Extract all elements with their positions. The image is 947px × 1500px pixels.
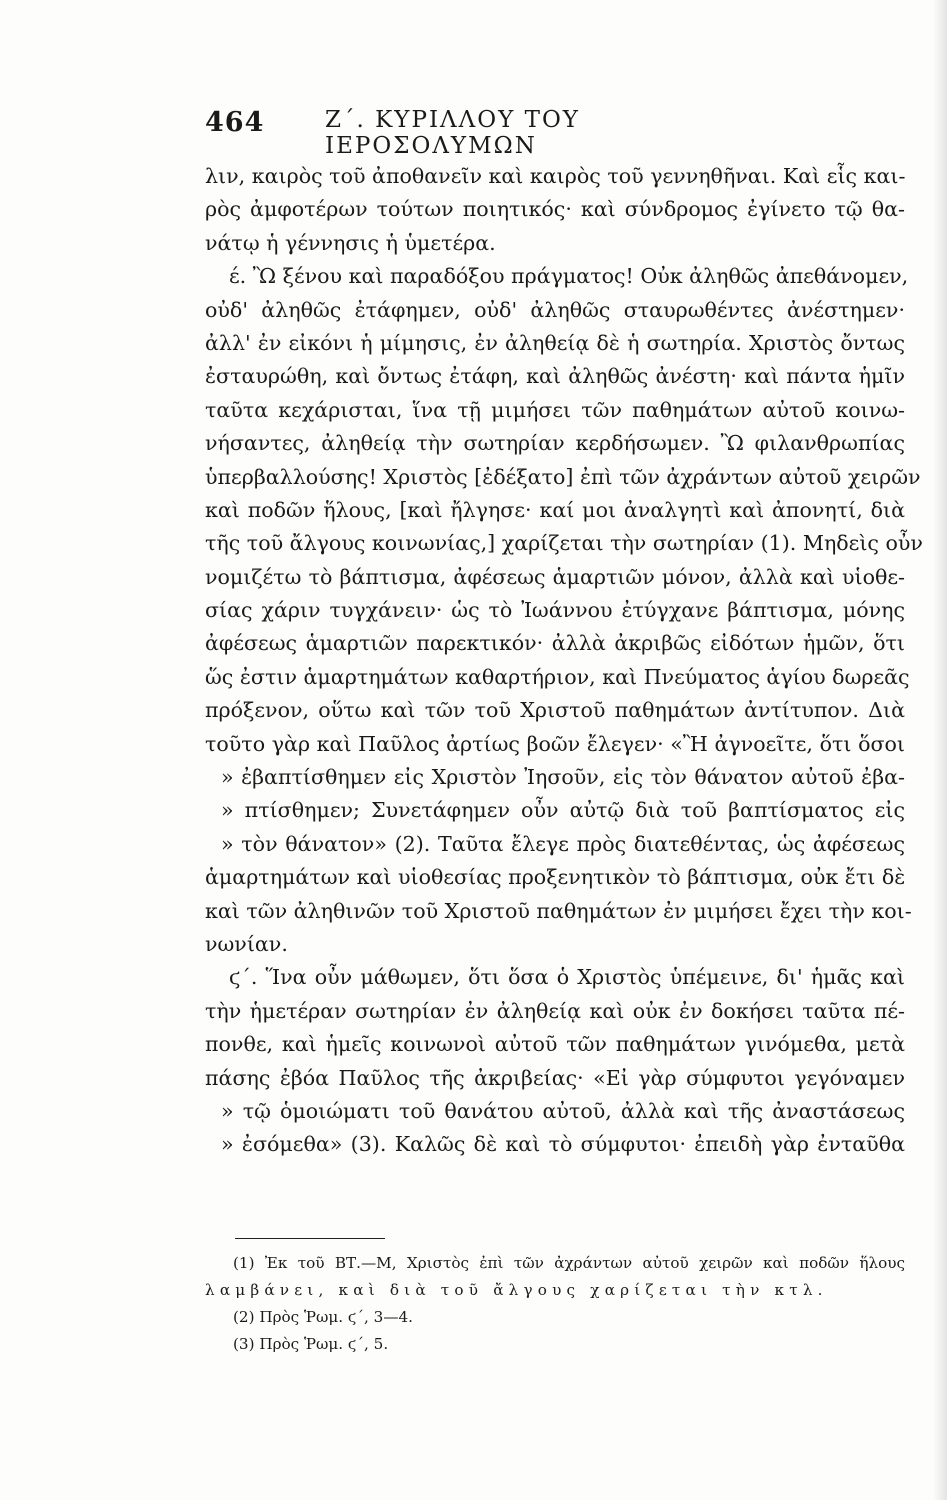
text-line: ρὸς ἀμφοτέρων τούτων ποιητικός· καὶ σύνδρομος ἐγίνετο τῷ θα- [205,197,905,222]
text-line: ϛ΄. Ἵνα οὖν μάθωμεν, ὅτι ὅσα ὁ Χριστὸς ὑπέμεινε, δι' ἡμᾶς καὶ [229,965,905,990]
text-line: » πτίσθημεν; Συνετάφημεν οὖν αὐτῷ διὰ τοῦ βαπτίσματος εἰς [221,798,905,823]
text-line: ἀλλ' ἐν εἰκόνι ἡ μίμησις, ἐν ἀληθείᾳ δὲ ἡ σωτηρία. Χριστὸς ὄντως [205,330,905,355]
text-line: ἀφέσεως ἁμαρτιῶν παρεκτικόν· ἀλλὰ ἀκριβῶς εἰδότων ἡμῶν, ὅτι [205,631,905,656]
footnotes [205,1250,905,1358]
text-line: νήσαντες, ἀληθείᾳ τὴν σωτηρίαν κερδήσωμεν. Ὢ φιλανθρωπίας [205,431,905,456]
text-line: νομιζέτω τὸ βάπτισμα, ἀφέσεως ἁμαρτιῶν μόνον, ἀλλὰ καὶ υἱοθε- [205,564,905,589]
text-line: νάτῳ ἡ γέννησις ἡ ὑμετέρα. [205,230,496,255]
page-edge-shadow [933,0,947,1500]
text-line: ὥς ἐστιν ἁμαρτημάτων καθαρτήριον, καὶ Πνεύματος ἁγίου δωρεᾶς [205,664,910,689]
footnote-line: (3) Πρὸς Ῥωμ. ϛ΄, 5. [233,1335,389,1353]
text-line: πάσης ἐβόα Παῦλος τῆς ἀκριβείας· «Εἰ γὰρ σύμφυτοι γεγόναμεν [205,1065,905,1090]
text-line: » ἐβαπτίσθημεν εἰς Χριστὸν Ἰησοῦν, εἰς τὸν θάνατον αὐτοῦ ἐβα- [221,765,905,790]
text-line: σίας χάριν τυγχάνειν· ὡς τὸ Ἰωάννου ἐτύγχανε βάπτισμα, μόνης [205,598,905,623]
text-line: πονθε, καὶ ἡμεῖς κοινωνοὶ αὐτοῦ τῶν παθημάτων γινόμεθα, μετὰ [205,1032,905,1057]
page-number: 464 [205,107,265,138]
footnote-line: (2) Πρὸς Ῥωμ. ϛ΄, 3—4. [233,1308,413,1326]
page-header [205,101,750,159]
text-line: νωνίαν. [205,931,288,956]
footnote-line: (1) Ἐκ τοῦ ΒΤ.—Μ, Χριστὸς ἐπὶ τῶν ἀχράντων αὐτοῦ χειρῶν καὶ ποδῶν ἥλους [233,1254,905,1272]
text-line: έ. Ὢ ξένου καὶ παραδόξου πράγματος! Οὐκ ἀληθῶς ἀπεθάνομεν, [229,264,909,289]
text-line: οὐδ' ἀληθῶς ἐτάφημεν, οὐδ' ἀληθῶς σταυρωθέντες ἀνέστημεν· [205,297,905,322]
text-line: λιν, καιρὸς τοῦ ἀποθανεῖν καὶ καιρὸς τοῦ γεννηθῆναι. Καὶ εἷς και- [205,164,906,188]
text-line: πρόξενον, οὕτω καὶ τῶν τοῦ Χριστοῦ παθημάτων ἀντίτυπον. Διὰ [205,698,905,723]
footnote-line: λαμβάνει, καὶ διὰ τοῦ ἄλγους χαρίζεται τὴν κτλ. [205,1281,828,1299]
text-line: τοῦτο γὰρ καὶ Παῦλος ἀρτίως βοῶν ἔλεγεν· «Ἢ ἀγνοεῖτε, ὅτι ὅσοι [205,731,905,756]
text-line: » τὸν θάνατον» (2). Ταῦτα ἔλεγε πρὸς διατεθέντας, ὡς ἀφέσεως [221,831,905,856]
text-line: καὶ τῶν ἀληθινῶν τοῦ Χριστοῦ παθημάτων ἐν μιμήσει ἔχει τὴν κοι- [205,898,912,923]
text-line: τὴν ἡμετέραν σωτηρίαν ἐν ἀληθείᾳ καὶ οὐκ ἐν δοκήσει ταῦτα πέ- [205,998,905,1023]
text-line: ὑπερβαλλούσης! Χριστὸς [ἐδέξατο] ἐπὶ τῶν ἀχράντων αὐτοῦ χειρῶν [205,464,921,489]
text-line: τῆς τοῦ ἄλγους κοινωνίας,] χαρίζεται τὴν σωτηρίαν (1). Μηδεὶς οὖν [205,531,923,556]
text-line: » ἐσόμεθα» (3). Καλῶς δὲ καὶ τὸ σύμφυτοι· ἐπειδὴ γὰρ ἐνταῦθα [221,1132,905,1157]
text-line: καὶ ποδῶν ἥλους, [καὶ ἤλγησε· καί μοι ἀναλγητὶ καὶ ἀπονητί, διὰ [205,497,905,522]
text-line: ταῦτα κεχάρισται, ἵνα τῇ μιμήσει τῶν παθημάτων αὐτοῦ κοινω- [205,397,905,422]
running-title: Ζ΄. ΚΥΡΙΛΛΟΥ ΤΟΥ ΙΕΡΟΣΟΛΥΜΩΝ [325,107,580,159]
text-line: ἐσταυρώθη, καὶ ὄντως ἐτάφη, καὶ ἀληθῶς ἀνέστη· καὶ πάντα ἡμῖν [205,364,905,389]
text-line: » τῷ ὁμοιώματι τοῦ θανάτου αὐτοῦ, ἀλλὰ καὶ τῆς ἀναστάσεως [221,1098,905,1123]
text-line: ἁμαρτημάτων καὶ υἱοθεσίας προξενητικὸν τὸ βάπτισμα, οὐκ ἔτι δὲ [205,865,906,890]
body-text [205,160,923,1162]
footnote-divider [235,1238,385,1239]
